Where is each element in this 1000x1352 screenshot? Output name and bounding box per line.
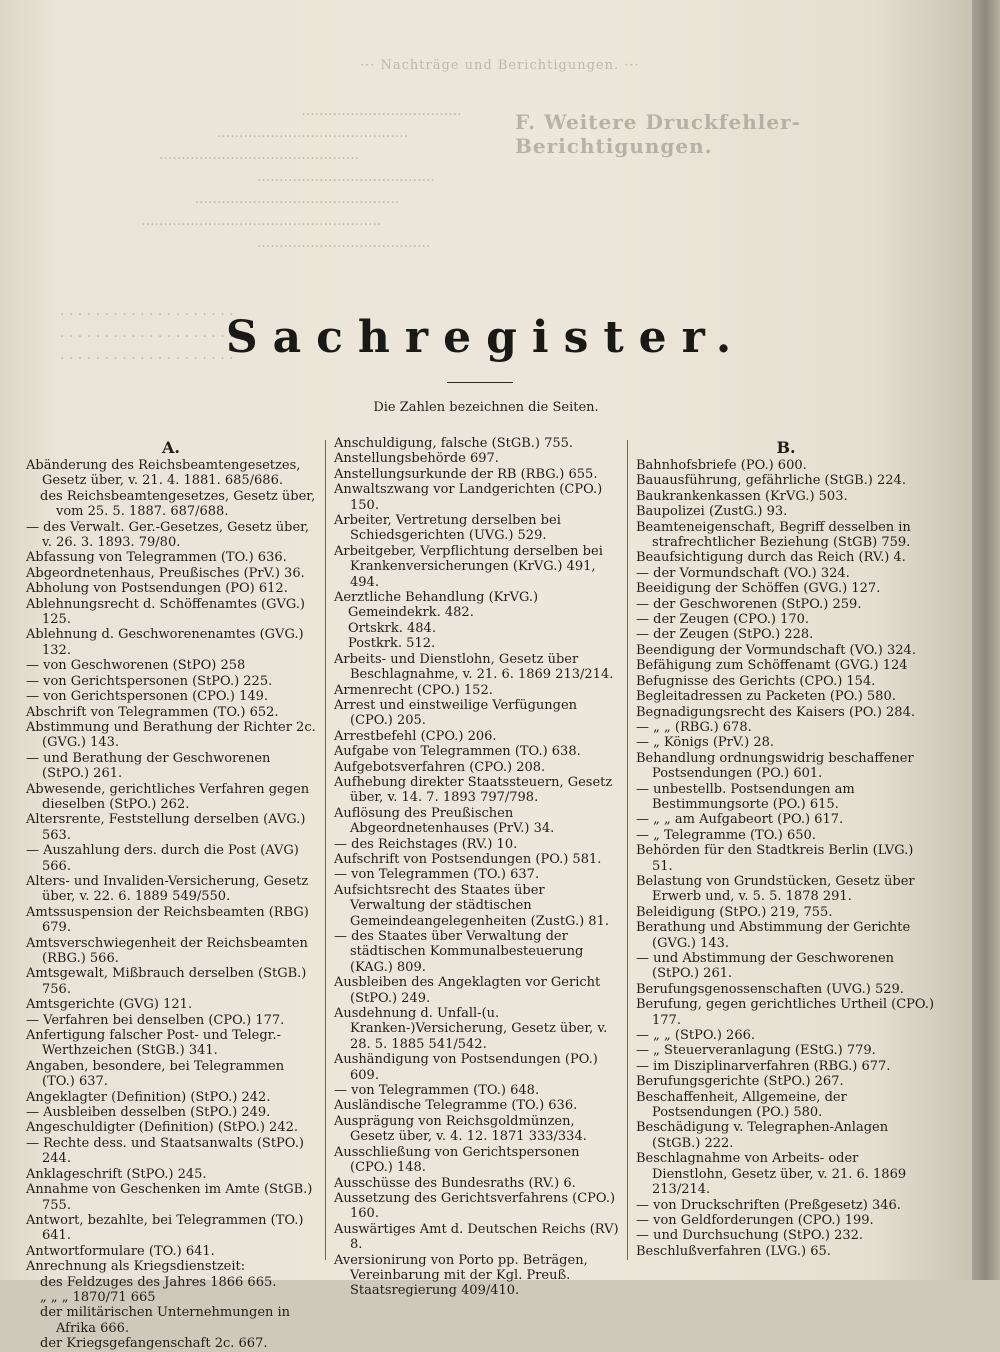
index-entry: Arrest und einstweilige Verfügungen (CPO.) 205. [334, 697, 578, 729]
index-entry: — von Druckschriften (Preßgesetz) 346. [636, 1197, 901, 1213]
index-entry: — der Geschworenen (StPO.) 259. [636, 596, 862, 612]
index-entry: — des Verwalt. Ger.-Gesetzes, Gesetz über, v. 26. 3. 1893. 79/80. [26, 519, 310, 551]
index-entry: Anrechnung als Kriegsdienstzeit: [26, 1259, 246, 1275]
entry-list-2 [334, 436, 620, 1299]
index-entry: Ausbleiben des Angeklagten vor Gericht (StPO.) 249. [334, 975, 601, 1006]
entry-list-3 [636, 458, 936, 1259]
index-entry: — der Zeugen (StPO.) 228. [636, 627, 814, 643]
page-title: Sachregister. [225, 312, 747, 363]
column-divider [325, 440, 326, 1260]
index-entry: Beaufsichtigung durch das Reich (RV.) 4. [636, 550, 906, 566]
index-entry: Belastung von Grundstücken, Gesetz über Erwerb und, v. 5. 5. 1878 291. [636, 873, 915, 905]
index-entry: — „ „ (StPO.) 266. [636, 1028, 755, 1044]
index-entry: — des Reichstages (RV.) 10. [334, 836, 518, 852]
title-rule [447, 382, 513, 383]
index-entry: Anschuldigung, falsche (StGB.) 755. [334, 436, 574, 451]
index-entry: Befähigung zum Schöffenamt (GVG.) 124 [636, 658, 908, 674]
index-entry: — Auszahlung ders. durch die Post (AVG) 566. [26, 843, 299, 874]
index-entry: — im Disziplinarverfahren (RBG.) 677. [636, 1058, 891, 1074]
index-entry: Arbeitgeber, Verpflichtung derselben bei Krankenversicherungen (KrVG.) 491, 494. [334, 543, 603, 590]
section-letter-a: A. [162, 438, 180, 457]
index-entry: — und Berathung der Geschworenen (StPO.) 261. [26, 750, 271, 782]
index-entry: Beamteneigenschaft, Begriff desselben in strafrechtlicher Beziehung (StGB) 759. [636, 519, 911, 551]
book-spine [972, 0, 1000, 1280]
index-entry: — des Staates über Verwaltung der städtischen Kommunalbesteuerung (KAG.) 809. [334, 929, 584, 975]
index-entry: Befugnisse des Gerichts (CPO.) 154. [636, 673, 876, 689]
index-entry: — unbestellb. Postsendungen am Bestimmungsorte (PO.) 615. [636, 781, 855, 812]
index-entry: — und Abstimmung der Geschworenen (StPO.) 261. [636, 951, 895, 982]
index-entry: Angeschuldigter (Definition) (StPO.) 242. [26, 1120, 298, 1136]
index-entry: Aushändigung von Postsendungen (PO.) 609. [334, 1052, 598, 1083]
index-entry: Auflösung des Preußischen Abgeordnetenhauses (PrV.) 34. [334, 805, 555, 837]
index-entry: Bahnhofsbriefe (PO.) 600. [636, 458, 807, 473]
index-entry: Arbeiter, Vertretung derselben bei Schiedsgerichten (UVG.) 529. [334, 513, 561, 544]
index-entry: des Reichsbeamtengesetzes, Gesetz über, vom 25. 5. 1887. 687/688. [40, 488, 316, 520]
index-entry: Aufhebung direkter Staatssteuern, Gesetz über, v. 14. 7. 1893 797/798. [334, 774, 613, 806]
index-entry: Beendigung der Vormundschaft (VO.) 324. [636, 642, 916, 658]
index-entry: — Verfahren bei denselben (CPO.) 177. [26, 1012, 285, 1028]
index-entry: Behörden für den Stadtkreis Berlin (LVG.) 51. [636, 843, 914, 874]
index-entry: der Kriegsgefangenschaft 2c. 667. [40, 1336, 268, 1352]
index-entry: Behandlung ordnungswidrig beschaffener Postsendungen (PO.) 601. [636, 750, 914, 782]
bleed-through-text: .................................... ........................................... ............................................. ........................................ .............................................. ...................................................... ....................................... [141, 103, 462, 251]
index-entry: Begleitadressen zu Packeten (PO.) 580. [636, 689, 896, 705]
index-entry: Beschädigung v. Telegraphen-Anlagen (StGB.) 222. [636, 1120, 889, 1151]
index-entry: Abgeordnetenhaus, Preußisches (PrV.) 36. [26, 565, 305, 581]
index-entry: Aufsichtsrecht des Staates über Verwaltung der städtischen Gemeindeangelegenheiten (ZustG.) 81. [334, 882, 609, 929]
column-divider [627, 440, 628, 1260]
index-entry: Berufungsgenossenschaften (UVG.) 529. [636, 981, 904, 997]
index-entry: — Rechte dess. und Staatsanwalts (StPO.) 244. [26, 1135, 304, 1167]
index-entry: — „ Königs (PrV.) 28. [636, 735, 775, 751]
index-entry: — von Gerichtspersonen (CPO.) 149. [26, 689, 269, 705]
index-entry: Abholung von Postsendungen (PO) 612. [26, 581, 288, 597]
index-entry: Aussetzung des Gerichtsverfahrens (CPO.) 160. [334, 1190, 616, 1222]
index-entry: — von Gerichtspersonen (StPO.) 225. [26, 673, 273, 689]
index-entry: Altersrente, Feststellung derselben (AVG.) 563. [26, 812, 306, 843]
index-entry: Antwort, bezahlte, bei Telegrammen (TO.) 641. [26, 1212, 304, 1244]
index-entry: Abwesende, gerichtliches Verfahren gegen dieselben (StPO.) 262. [26, 781, 310, 812]
index-entry: — von Geldforderungen (CPO.) 199. [636, 1212, 874, 1228]
index-entry: Aversionirung von Porto pp. Beträgen, Vereinbarung mit der Kgl. Preuß. Staatsregierung 409/410. [334, 1252, 588, 1299]
index-entry: Abschrift von Telegrammen (TO.) 652. [26, 704, 279, 720]
index-entry: — „ Telegramme (TO.) 650. [636, 827, 816, 843]
index-entry: Amtsgerichte (GVG) 121. [26, 997, 193, 1013]
index-entry: — „ „ am Aufgabeort (PO.) 617. [636, 812, 844, 828]
index-column-3 [636, 436, 936, 1259]
index-entry: Anstellungsurkunde der RB (RBG.) 655. [334, 466, 598, 482]
index-entry: Anfertigung falscher Post- und Telegr.-Werthzeichen (StGB.) 341. [26, 1028, 281, 1059]
index-entry: — „ Steuerveranlagung (EStG.) 779. [636, 1043, 876, 1059]
index-entry: Ablehnung d. Geschworenenamtes (GVG.) 132. [26, 627, 304, 658]
index-entry: Begnadigungsrecht des Kaisers (PO.) 284. [636, 704, 915, 720]
index-entry: Berathung und Abstimmung der Gerichte (GVG.) 143. [636, 920, 911, 951]
index-entry: Arbeits- und Dienstlohn, Gesetz über Beschlagnahme, v. 21. 6. 1869 213/214. [334, 651, 614, 683]
index-entry: — und Durchsuchung (StPO.) 232. [636, 1228, 864, 1244]
index-entry: Angeklagter (Definition) (StPO.) 242. [26, 1089, 271, 1105]
index-entry: Ablehnungsrecht d. Schöffenamtes (GVG.) 125. [26, 596, 306, 628]
index-entry: des Feldzuges des Jahres 1866 665. [40, 1274, 277, 1290]
index-entry: Ausschließung von Gerichtspersonen (CPO.) 148. [334, 1144, 580, 1176]
index-entry: Angaben, besondere, bei Telegrammen (TO.) 637. [26, 1058, 285, 1090]
index-entry: Annahme von Geschenken im Amte (StGB.) 755. [26, 1182, 313, 1213]
index-column-2 [334, 436, 620, 1299]
index-entry: Beschaffenheit, Allgemeine, der Postsendungen (PO.) 580. [636, 1089, 847, 1121]
index-entry: — der Zeugen (CPO.) 170. [636, 612, 810, 628]
index-entry: „ „ „ 1870/71 665 [40, 1289, 156, 1305]
bleed-through-header: ··· Nachträge und Berichtigungen. ··· [360, 58, 640, 73]
index-entry: — von Telegrammen (TO.) 648. [334, 1083, 540, 1099]
index-column-1 [26, 436, 316, 1352]
index-entry: Arrestbefehl (CPO.) 206. [334, 728, 497, 744]
index-entry: Ortskrk. 484. [348, 620, 436, 636]
index-entry: Abänderung des Reichsbeamtengesetzes, Gesetz über, v. 21. 4. 1881. 685/686. [26, 458, 301, 489]
index-entry: Alters- und Invaliden-Versicherung, Gesetz über, v. 22. 6. 1889 549/550. [26, 873, 309, 905]
index-entry: — von Telegrammen (TO.) 637. [334, 867, 540, 883]
index-entry: — Ausbleiben desselben (StPO.) 249. [26, 1105, 271, 1121]
index-entry: Baukrankenkassen (KrVG.) 503. [636, 488, 848, 504]
index-entry: Ausdehnung d. Unfall-(u. Kranken-)Versicherung, Gesetz über, v. 28. 5. 1885 541/542. [334, 1006, 608, 1052]
index-entry: Ausprägung von Reichsgoldmünzen, Gesetz über, v. 4. 12. 1871 333/334. [334, 1113, 587, 1145]
index-entry: Beeidigung der Schöffen (GVG.) 127. [636, 581, 881, 597]
index-entry: Bauausführung, gefährliche (StGB.) 224. [636, 473, 906, 489]
index-entry: — von Geschworenen (StPO) 258 [26, 658, 246, 674]
index-entry: Amtsgewalt, Mißbrauch derselben (StGB.) 756. [26, 966, 307, 997]
index-entry: Berufungsgerichte (StPO.) 267. [636, 1074, 844, 1090]
index-entry: Ausländische Telegramme (TO.) 636. [334, 1098, 578, 1114]
index-entry: Amtsverschwiegenheit der Reichsbeamten (RBG.) 566. [26, 935, 308, 966]
bleed-through-title: F. Weitere Druckfehler-Berichtigungen. [515, 110, 801, 158]
index-entry: Amtssuspension der Reichsbeamten (RBG) 679. [26, 904, 309, 936]
index-entry: Auswärtiges Amt d. Deutschen Reichs (RV) 8. [334, 1221, 619, 1253]
index-entry: Gemeindekrk. 482. [348, 605, 474, 621]
section-letter-b: B. [776, 438, 796, 457]
index-entry: Armenrecht (CPO.) 152. [334, 682, 493, 698]
index-entry: Baupolizei (ZustG.) 93. [636, 504, 788, 520]
index-entry: Abfassung von Telegrammen (TO.) 636. [26, 550, 287, 566]
index-entry: Beschlußverfahren (LVG.) 65. [636, 1243, 831, 1259]
index-entry: Aerztliche Behandlung (KrVG.) [334, 590, 539, 606]
index-entry: Abstimmung und Berathung der Richter 2c. (GVG.) 143. [26, 719, 316, 751]
index-entry: Beleidigung (StPO.) 219, 755. [636, 904, 833, 920]
index-entry: Postkrk. 512. [348, 636, 436, 652]
index-entry: der militärischen Unternehmungen in Afrika 666. [40, 1305, 291, 1336]
index-entry: Aufschrift von Postsendungen (PO.) 581. [334, 851, 602, 867]
index-entry: Aufgebotsverfahren (CPO.) 208. [334, 759, 546, 775]
index-entry: Anwaltszwang vor Landgerichten (CPO.) 150. [334, 482, 603, 513]
index-entry: — der Vormundschaft (VO.) 324. [636, 565, 850, 581]
entry-list-1 [26, 458, 316, 1352]
index-entry: Anklageschrift (StPO.) 245. [26, 1166, 207, 1182]
page-subtitle: Die Zahlen bezeichnen die Seiten. [373, 400, 599, 415]
index-entry: Antwortformulare (TO.) 641. [26, 1243, 215, 1259]
index-entry: Aufgabe von Telegrammen (TO.) 638. [334, 744, 581, 760]
index-entry: — „ „ (RBG.) 678. [636, 719, 752, 735]
index-entry: Anstellungsbehörde 697. [334, 451, 499, 467]
index-entry: Beschlagnahme von Arbeits- oder Dienstlohn, Gesetz über, v. 21. 6. 1869 213/214. [636, 1151, 907, 1198]
index-entry: Berufung, gegen gerichtliches Urtheil (CPO.) 177. [636, 997, 935, 1028]
bleed-through-text: . . . . . . . . . . . . . . . . . . . . . . . . . . . . . . . . . . . . . . . . . . . . . . . . . . . . . . . . . . . . . [60, 303, 243, 363]
index-entry: Ausschüsse des Bundesraths (RV.) 6. [334, 1175, 576, 1191]
